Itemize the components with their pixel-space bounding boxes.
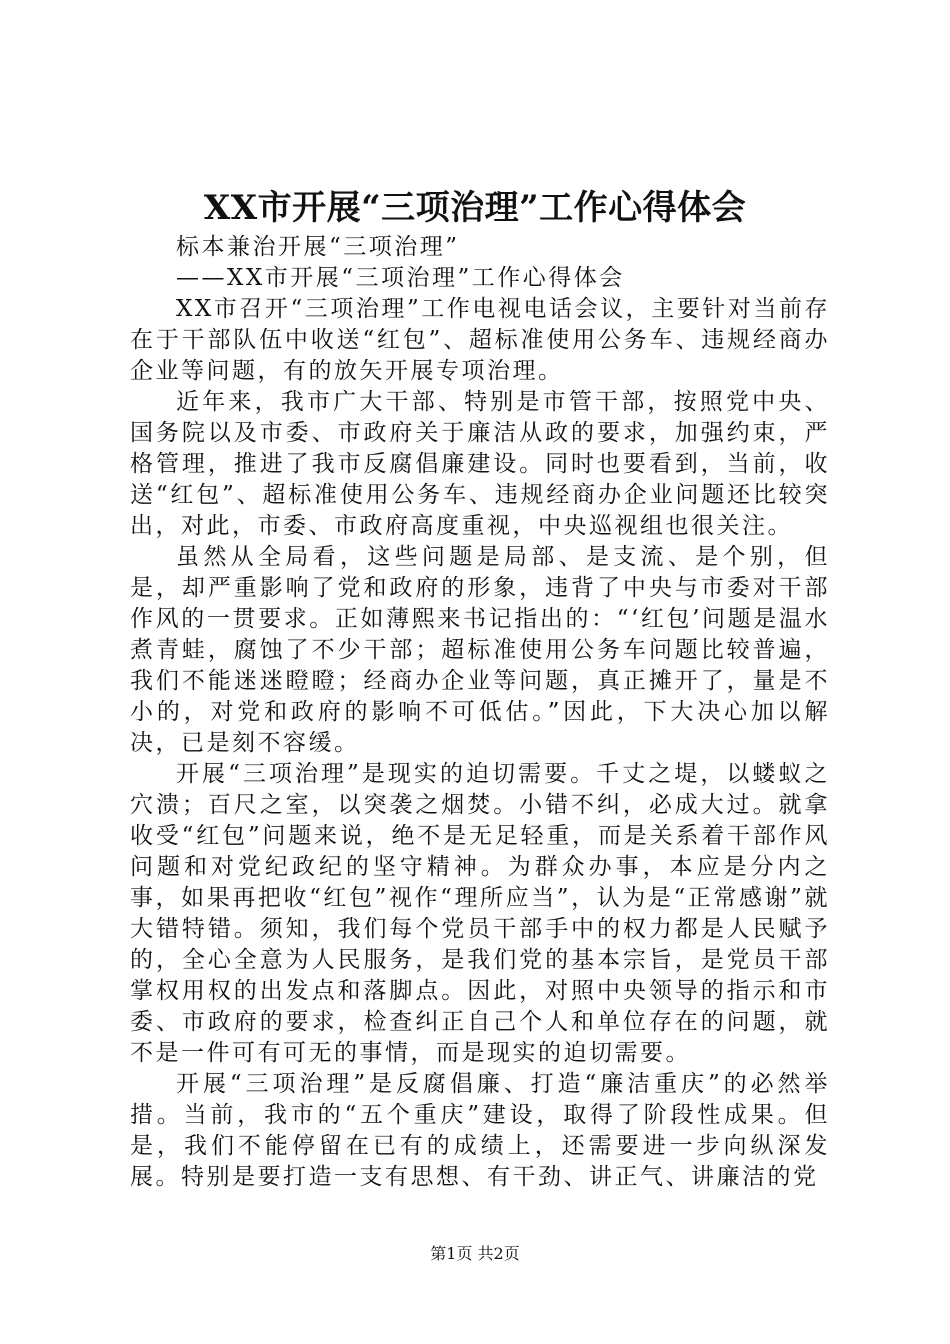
paragraph: 虽然从全局看，这些问题是局部、是支流、是个别，但是，却严重影响了党和政府的形象，违背了中央与市委对干部作风的一贯要求。正如薄熙来书记指出的：“‘红包’问题是温水煮青蛙，腐蚀了不少干部；超标准使用公务车问题比较普遍，我们不能迷迷瞪瞪；经商办企业等问题，真正摊开了，量是不小的，对党和政府的影响不可低估。”因此，下大决心加以解决，已是刻不容缓。 [130, 544, 830, 756]
subtitle-line-2: ——XX市开展“三项治理”工作心得体会 [176, 265, 625, 291]
subtitle-line-1: 标本兼治开展“三项治理” [176, 234, 460, 260]
paragraph: 开展“三项治理”是现实的迫切需要。千丈之堤，以蝼蚁之穴溃；百尺之室，以突袭之烟焚。小错不纠，必成大过。就拿收受“红包”问题来说，绝不是无足轻重，而是关系着干部作风问题和对党纪政纪的坚守精神。为群众办事，本应是分内之事，如果再把收“红包”视作“理所应当”，认为是“正常感谢”就大错特错。须知，我们每个党员干部手中的权力都是人民赋予的，全心全意为人民服务，是我们党的基本宗旨，是党员干部掌权用权的出发点和落脚点。因此，对照中央领导的指示和市委、市政府的要求，检查纠正自己个人和单位存在的问题，就不是一件可有可无的事情，而是现实的迫切需要。 [130, 761, 830, 1066]
document-title: XX市开展“三项治理”工作心得体会 [203, 188, 747, 228]
paragraph: XX市召开“三项治理”工作电视电话会议，主要针对当前存在于干部队伍中收送“红包”、超标准使用公务车、违规经商办企业等问题，有的放矢开展专项治理。 [130, 296, 830, 384]
paragraph: 开展“三项治理”是反腐倡廉、打造“廉洁重庆”的必然举措。当前，我市的“五个重庆”建设，取得了阶段性成果。但是，我们不能停留在已有的成绩上，还需要进一步向纵深发展。特别是要打造一支有思想、有干劲、讲正气、讲廉洁的党 [130, 1071, 830, 1190]
paragraph: 近年来，我市广大干部、特别是市管干部，按照党中央、国务院以及市委、市政府关于廉洁从政的要求，加强约束，严格管理，推进了我市反腐倡廉建设。同时也要看到，当前，收送“红包”、超标准使用公务车、违规经商办企业问题还比较突出，对此，市委、市政府高度重视，中央巡视组也很关注。 [130, 389, 830, 539]
document-body [130, 232, 830, 1193]
page-number-footer: 第1页 共2页 [430, 1244, 520, 1263]
